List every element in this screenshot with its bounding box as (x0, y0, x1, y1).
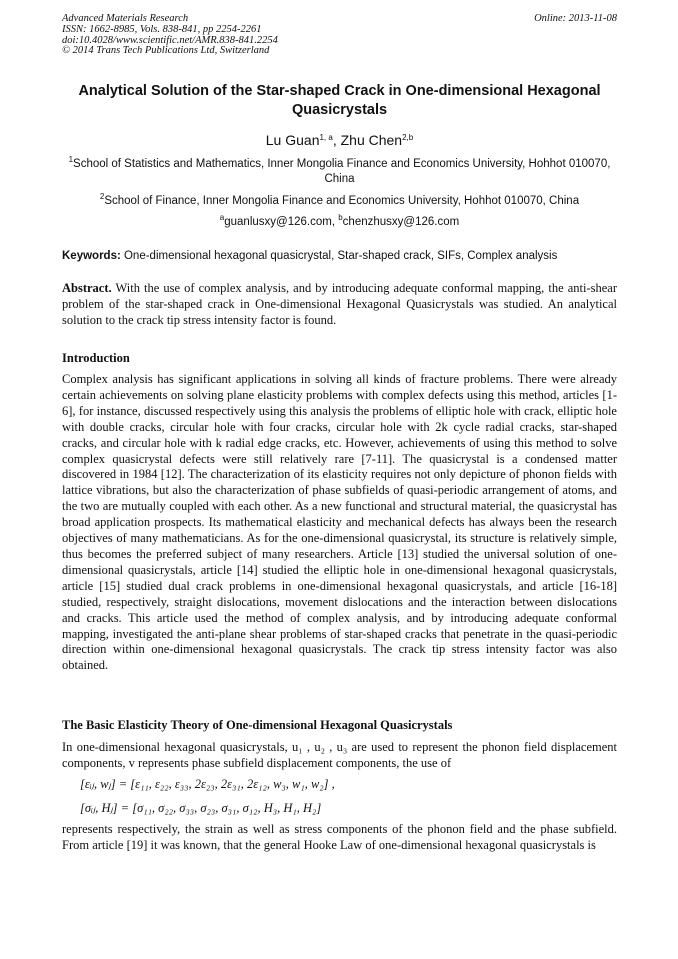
affiliation-text: School of Finance, Inner Mongolia Finance and Economics University, Hohhot 010070, China (104, 195, 580, 207)
email-sup: a (219, 213, 225, 222)
affiliation-text: School of Statistics and Mathematics, Inner Mongolia Finance and Economics University, Hohhot 010070, China (73, 158, 611, 185)
author-line (62, 132, 617, 148)
keywords-text: One-dimensional hexagonal quasicrystal, Star-shaped crack, SIFs, Complex analysis (120, 250, 558, 262)
abstract-label: Abstract. (62, 281, 112, 295)
author-sup: 2,b (402, 133, 414, 142)
equation-strain: [εᵢⱼ, wⱼ] = [ε₁₁, ε₂₂, ε₃₃, 2ε₂₃, 2ε₃₁, 2ε₁₂, w₃, w₁, w₂] , (80, 777, 335, 791)
issn-line: ISSN: 1662-8985, Vols. 838-841, pp 2254-2261 (62, 23, 262, 35)
email-link[interactable]: chenzhusxy@126.com (342, 216, 460, 228)
keywords-label: Keywords: (62, 250, 121, 262)
abstract (62, 281, 617, 329)
keywords (62, 250, 617, 262)
equation-stress: [σᵢⱼ, Hⱼ] = [σ₁₁, σ₂₂, σ₃₃, σ₂₃, σ₃₁, σ₁₂, H₃, H₁, H₂] (80, 801, 322, 815)
author-name: Zhu Chen (340, 132, 403, 148)
affiliation-sup: 1 (68, 155, 74, 164)
email-sup: b (338, 213, 343, 222)
affiliation-1 (62, 157, 617, 187)
online-date: Online: 2013-11-08 (534, 13, 617, 24)
introduction-paragraph: Complex analysis has significant applications in solving all kinds of fracture problems. There were already certain achievements on solving plane elasticity problems with complex defects using this method, articles [1-6], for instance, discussed respectively using this analysis the problems of elliptic hole with crack, elliptic hole with double cracks, circular hole with four cracks, circular hole with 2k cycle radial cracks, star-shaped cracks, and circular hole with k radial edge cracks, etc. However, achievements of using this method to solve complex quasicrystal defects were still relatively rare [7-11]. The quasicrystal is a condensed matter discovered in 1984 [12]. The characterization of its elasticity requires not only depicture of phonon fields with lattice vibrations, but also the characterization of phase subfields of quasi-periodic arrangement of atoms, and the two are mutually coupled with each other. As a new functional and structural material, the quasicrystal has broad application prospects. Its mathematical elasticity and mechanical defects has always been the research objectives of many mathematicians. As for the one-dimensional quasicrystal, its structure is relatively simple, thus becomes the preferred subject of many researchers. Article [13] studied the universal solution of one-dimensional quasicrystals, article [14] studied the elliptic hole in one-dimensional hexagonal quasicrystals, article [15] studied dual crack problems in one-dimensional hexagonal quasicrystals, and article [16-18] studied, respectively, straight dislocations, movement dislocations and the interaction between dislocations and cracks. This article used the method of complex analysis, and by introducing adequate conformal mapping, investigated the anti-plane shear problems of star-shaped cracks that penetrate in the quasi-periodic direction within one-dimensional hexagonal quasicrystals. The crack tip stress intensity factor was also obtained. (62, 372, 617, 673)
journal-name: Advanced Materials Research (62, 13, 189, 24)
paper-title: Analytical Solution of the Star-shaped Crack in One-dimensional Hexagonal Quasicrystals (78, 83, 601, 118)
author-separator: , (332, 132, 341, 148)
email-line (62, 215, 617, 230)
copyright-line: © 2014 Trans Tech Publications Ltd, Switzerland (62, 45, 270, 57)
abstract-text: With the use of complex analysis, and by introducing adequate conformal mapping, the anti-shear problem of the star-shaped crack in One-dimensional Hexagonal Quasicrystals was studied. An analytical solution to the crack tip stress intensity factor is found. (62, 281, 617, 327)
section-paragraph: represents respectively, the strain as well as stress components of the phonon field and the phase subfield. From article [19] it was known, that the general Hooke Law of one-dimensional hexagonal quasicrystals is (62, 822, 617, 852)
section-heading: The Basic Elasticity Theory of One-dimensional Hexagonal Quasicrystals (62, 718, 453, 732)
section-paragraph: In one-dimensional hexagonal quasicrystals, u₁ , u₂ , u₃ are used to represent the phonon field displacement components, v represents phase subfield displacement components, the use of (62, 740, 617, 770)
journal-header (62, 14, 617, 57)
author-name: Lu Guan (265, 132, 320, 148)
section-heading: Introduction (62, 351, 130, 365)
affiliation-2 (62, 194, 617, 209)
email-link[interactable]: guanlusxy@126.com, (224, 216, 339, 228)
affiliation-sup: 2 (99, 192, 105, 201)
doi-line: doi:10.4028/www.scientific.net/AMR.838-841.2254 (62, 34, 278, 46)
author-sup: 1, a (319, 133, 333, 142)
